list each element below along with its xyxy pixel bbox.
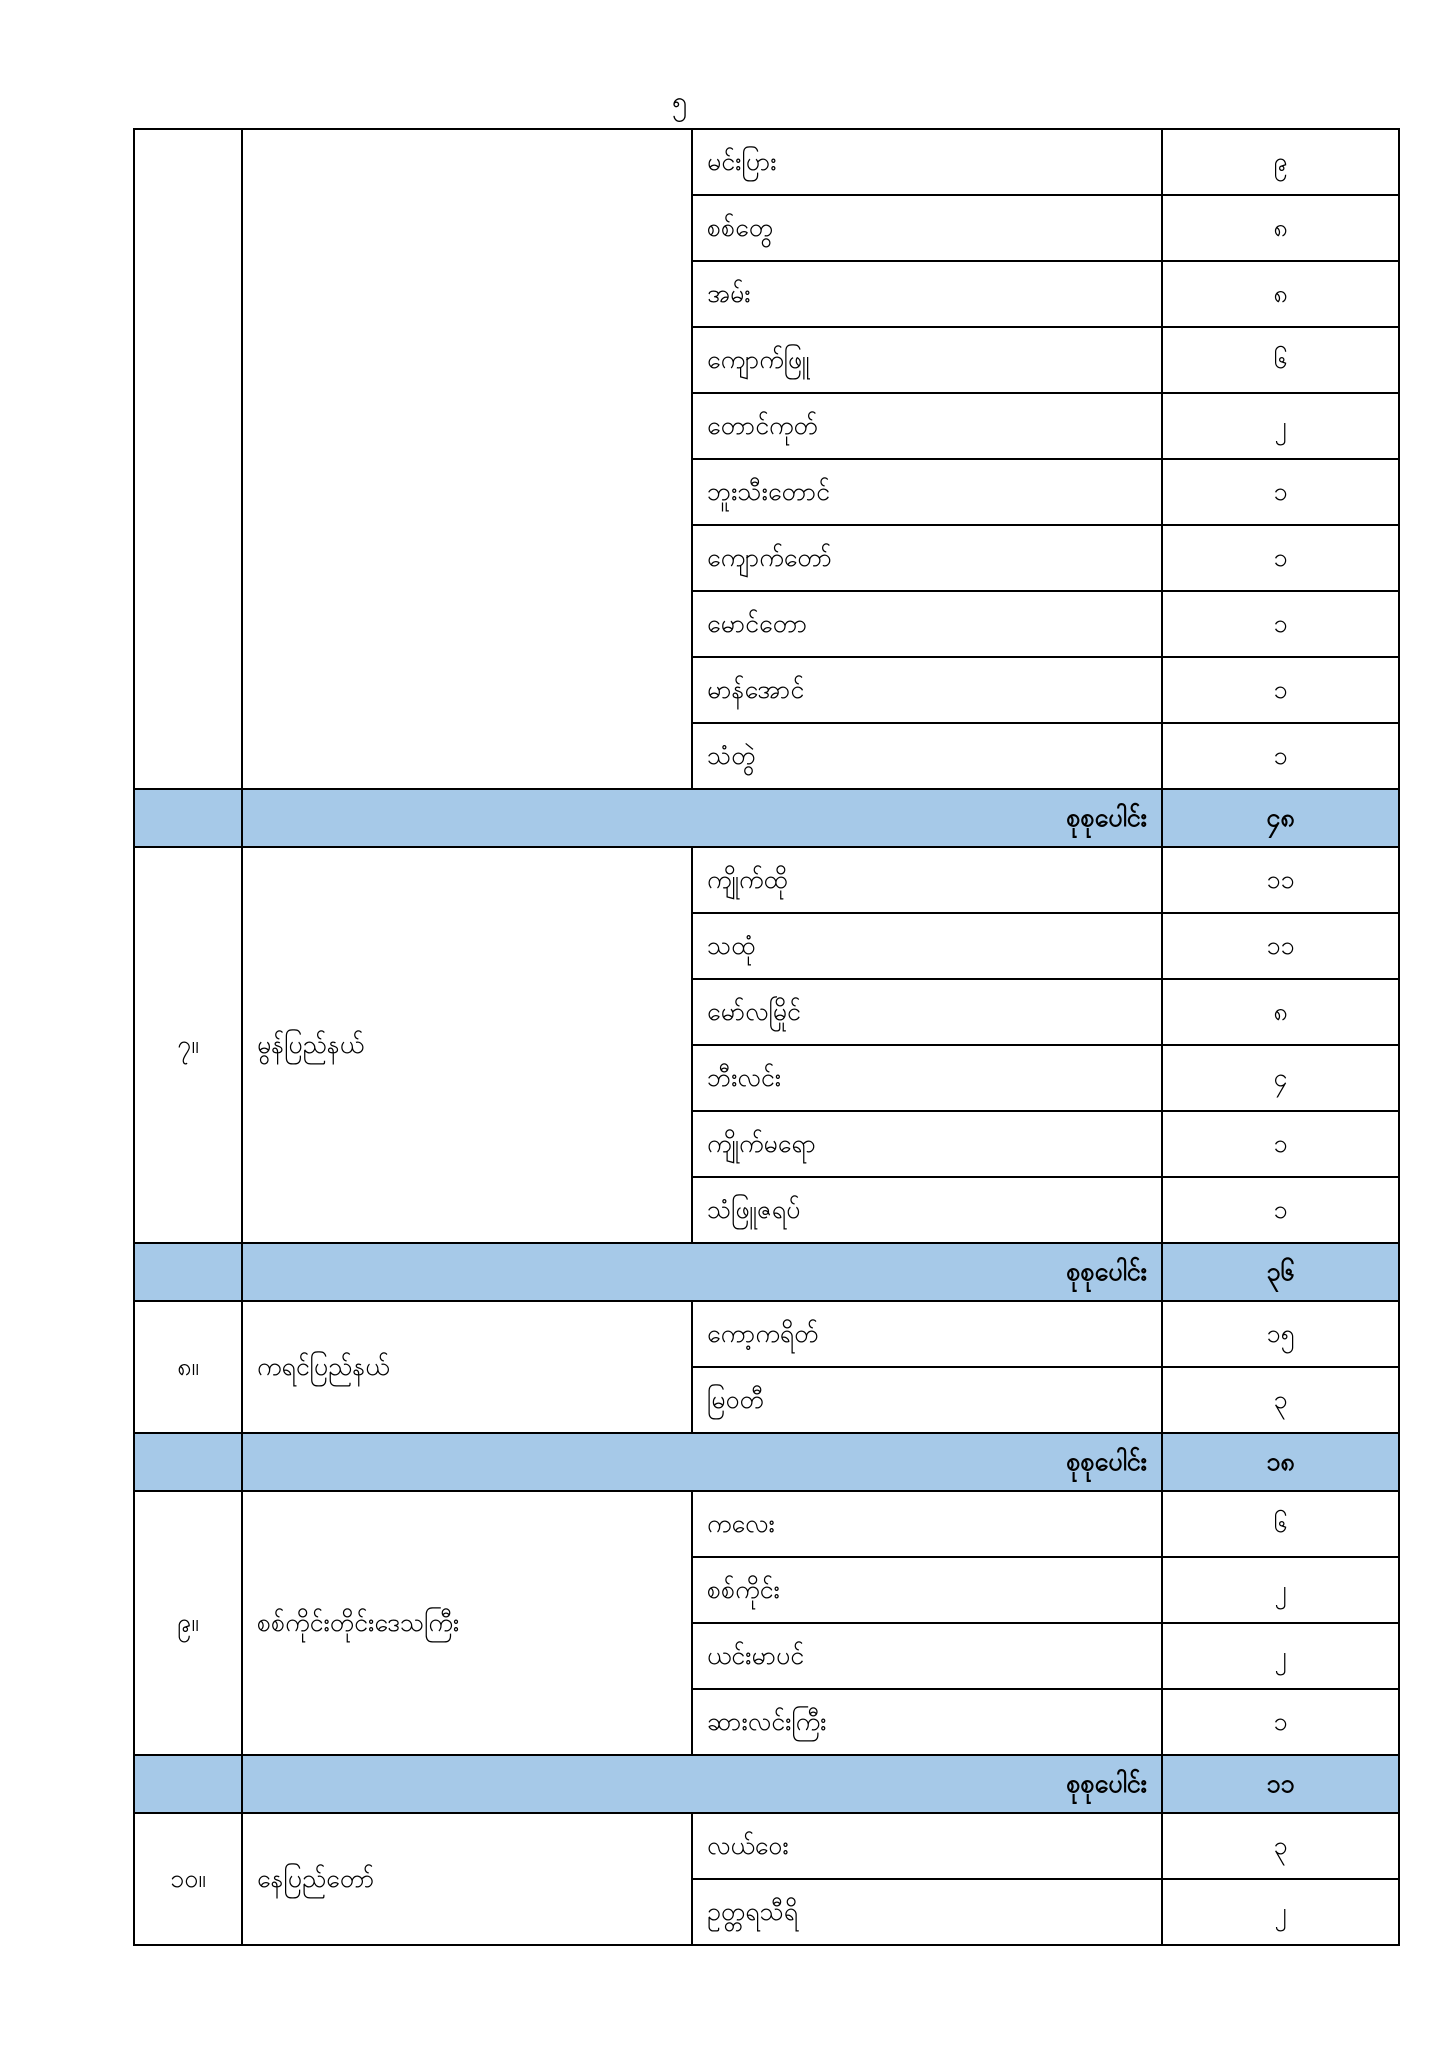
township-name: မင်းပြား	[692, 129, 1162, 195]
total-spacer-cell	[134, 1755, 242, 1813]
township-name: တောင်ကုတ်	[692, 393, 1162, 459]
township-count: ၆	[1162, 1491, 1399, 1557]
township-name: လယ်ဝေး	[692, 1813, 1162, 1879]
total-count: ၄၈	[1162, 789, 1399, 847]
township-count: ၁၁	[1162, 913, 1399, 979]
township-count: ၂	[1162, 1879, 1399, 1945]
township-count: ၂	[1162, 393, 1399, 459]
township-name: သထုံ	[692, 913, 1162, 979]
total-spacer-cell	[134, 789, 242, 847]
group-number-cell: ၈။	[134, 1301, 242, 1433]
group-total-row	[134, 789, 1399, 847]
total-label: စုစုပေါင်း	[242, 1755, 1162, 1813]
group-number-cell: ၁၀။	[134, 1813, 242, 1945]
township-count: ၁	[1162, 723, 1399, 789]
township-name: ကျိုက်မရော	[692, 1111, 1162, 1177]
township-name: သံတွဲ	[692, 723, 1162, 789]
township-count: ၁	[1162, 1177, 1399, 1243]
group-state-cell: စစ်ကိုင်းတိုင်းဒေသကြီး	[242, 1491, 692, 1755]
township-name: ကျောက်တော်	[692, 525, 1162, 591]
group-number-cell: ၇။	[134, 847, 242, 1243]
total-spacer-cell	[134, 1243, 242, 1301]
township-count: ၉	[1162, 129, 1399, 195]
township-count: ၃	[1162, 1367, 1399, 1433]
township-name: ဆားလင်းကြီး	[692, 1689, 1162, 1755]
township-name: ကော့ကရိတ်	[692, 1301, 1162, 1367]
township-count: ၁	[1162, 525, 1399, 591]
township-name: မောင်တော	[692, 591, 1162, 657]
township-count: ၁	[1162, 459, 1399, 525]
group-state-cell	[242, 129, 692, 789]
township-name: အမ်း	[692, 261, 1162, 327]
township-counts-table	[133, 128, 1400, 1946]
total-count: ၃၆	[1162, 1243, 1399, 1301]
township-name: ကျောက်ဖြူ	[692, 327, 1162, 393]
table-row	[134, 1491, 1399, 1557]
township-count: ၁၅	[1162, 1301, 1399, 1367]
township-name: သံဖြူဇရပ်	[692, 1177, 1162, 1243]
township-name: မာန်အောင်	[692, 657, 1162, 723]
total-count: ၁၁	[1162, 1755, 1399, 1813]
township-name: မော်လမြိုင်	[692, 979, 1162, 1045]
page-number	[0, 88, 1449, 115]
township-count: ၁	[1162, 1111, 1399, 1177]
group-number-cell	[134, 129, 242, 789]
township-count: ၁	[1162, 591, 1399, 657]
township-count: ၈	[1162, 979, 1399, 1045]
table-body	[134, 129, 1399, 1945]
township-count: ၂	[1162, 1557, 1399, 1623]
total-count: ၁၈	[1162, 1433, 1399, 1491]
township-name: ယင်းမာပင်	[692, 1623, 1162, 1689]
township-count: ၈	[1162, 195, 1399, 261]
township-count: ၄	[1162, 1045, 1399, 1111]
table-row	[134, 1301, 1399, 1367]
township-name: စစ်တွေ	[692, 195, 1162, 261]
township-count: ၂	[1162, 1623, 1399, 1689]
group-number-cell: ၉။	[134, 1491, 242, 1755]
township-count: ၈	[1162, 261, 1399, 327]
township-count: ၁	[1162, 1689, 1399, 1755]
township-count: ၁	[1162, 657, 1399, 723]
township-name: ဘီးလင်း	[692, 1045, 1162, 1111]
total-label: စုစုပေါင်း	[242, 1243, 1162, 1301]
table-row	[134, 129, 1399, 195]
township-name: ကလေး	[692, 1491, 1162, 1557]
page-number-text: ၅	[671, 86, 688, 117]
township-count: ၁၁	[1162, 847, 1399, 913]
group-total-row	[134, 1433, 1399, 1491]
township-name: ကျိုက်ထို	[692, 847, 1162, 913]
group-total-row	[134, 1243, 1399, 1301]
table-row	[134, 847, 1399, 913]
township-count: ၆	[1162, 327, 1399, 393]
total-label: စုစုပေါင်း	[242, 1433, 1162, 1491]
township-name: စစ်ကိုင်း	[692, 1557, 1162, 1623]
table-row	[134, 1813, 1399, 1879]
group-total-row	[134, 1755, 1399, 1813]
township-name: မြဝတီ	[692, 1367, 1162, 1433]
total-spacer-cell	[134, 1433, 242, 1491]
group-state-cell: မွန်ပြည်နယ်	[242, 847, 692, 1243]
township-name: ဥတ္တရသီရိ	[692, 1879, 1162, 1945]
township-name: ဘူးသီးတောင်	[692, 459, 1162, 525]
group-state-cell: ကရင်ပြည်နယ်	[242, 1301, 692, 1433]
township-count: ၃	[1162, 1813, 1399, 1879]
total-label: စုစုပေါင်း	[242, 789, 1162, 847]
group-state-cell: နေပြည်တော်	[242, 1813, 692, 1945]
